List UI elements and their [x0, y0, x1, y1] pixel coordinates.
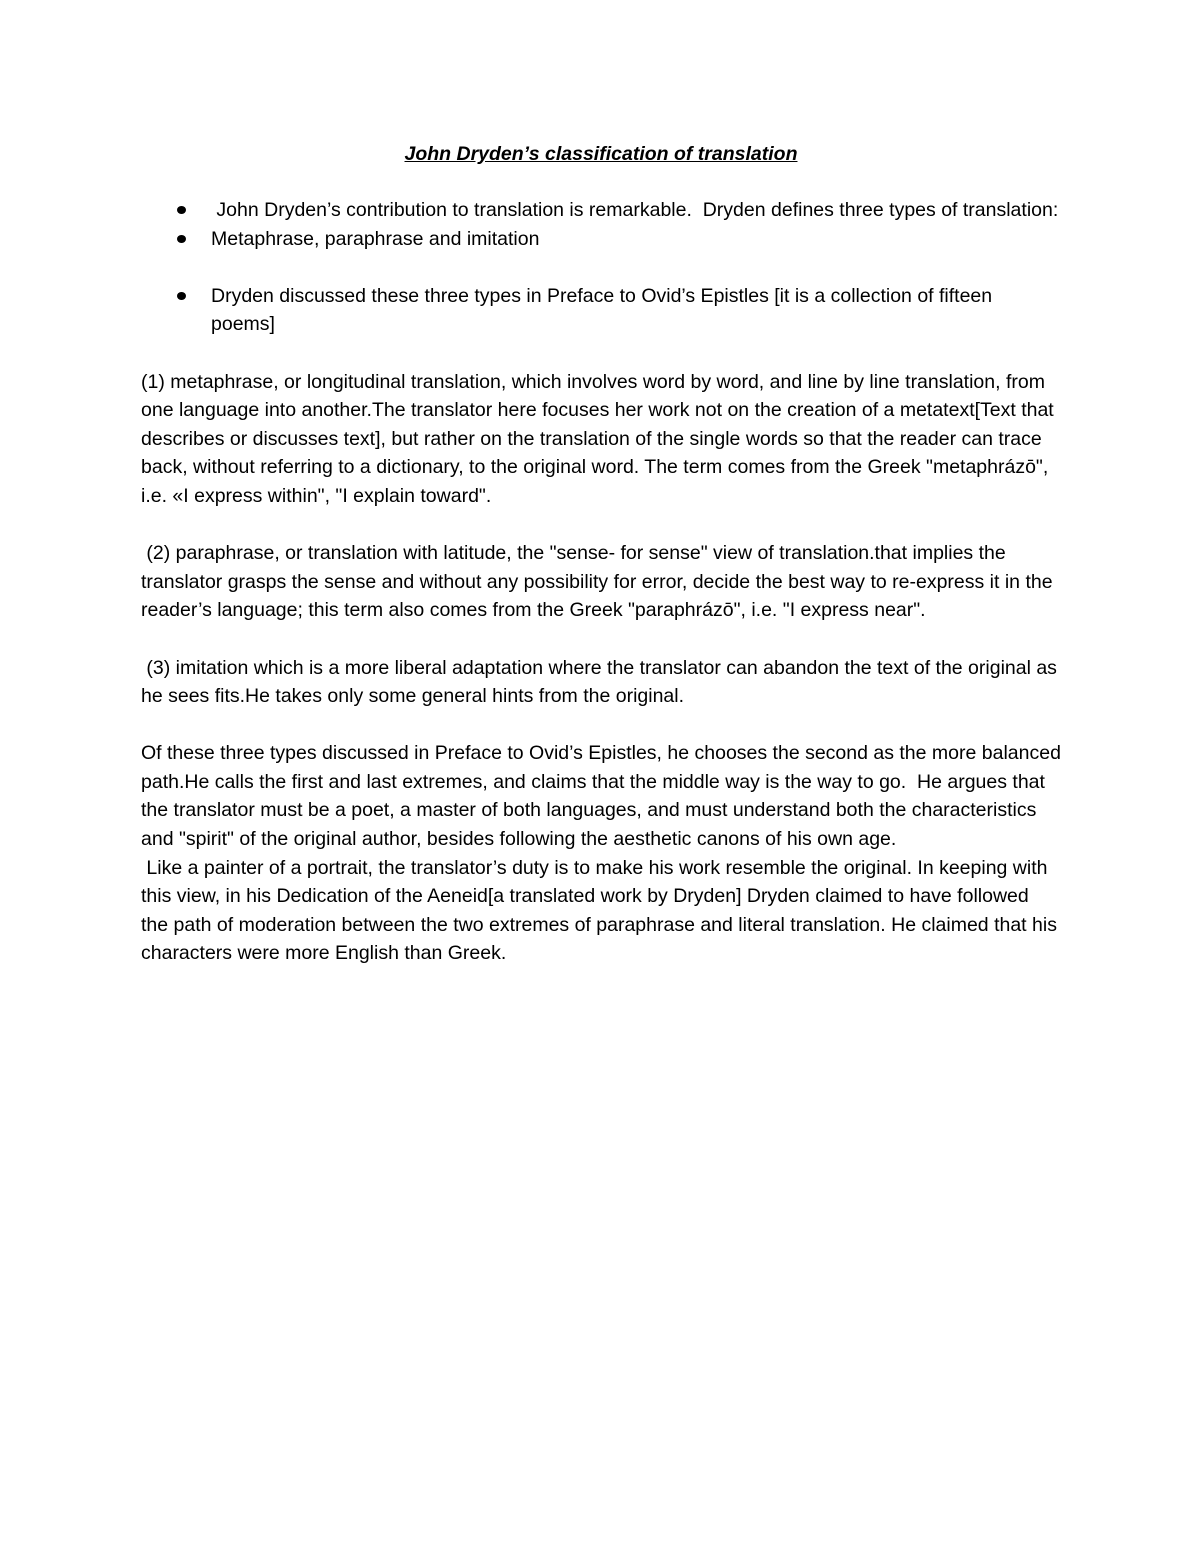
paragraph-metaphrase: (1) metaphrase, or longitudinal translation, which involves word by word, and line by line translation, from one language into another.The translator here focuses her work not on the creation of a metatext[Text that describes or discusses text], but rather on the translation of the single words so that the reader can trace back, without referring to a dictionary, to the original word. The term comes from the Greek "metaphrázō", i.e. «I express within", "I explain toward". [141, 370, 1060, 507]
bullet-item [141, 282, 1061, 339]
bullet-text: Dryden discussed these three types in Preface to Ovid’s Epistles [it is a collection of fifteen poems] [211, 284, 993, 336]
bullet-dot-icon [177, 292, 186, 300]
paragraph-conclusion: Of these three types discussed in Preface to Ovid’s Epistles, he chooses the second as the more balanced path.He calls the first and last extremes, and claims that the middle way is the way to go. He argues that the translator must be a poet, a master of both languages, and must understand both the characteristics and "spirit" of the original author, besides following the aesthetic canons of his own age. [141, 742, 1067, 851]
paragraph-imitation: (3) imitation which is a more liberal adaptation where the translator can abandon the text of the original as he sees fits.He takes only some general hints from the original. [141, 656, 1063, 708]
spacer [141, 711, 1061, 740]
paragraph-portrait: Like a painter of a portrait, the translator’s duty is to make his work resemble the original. In keeping with this view, in his Dedication of the Aeneid[a translated work by Dryden] Dryden claimed to have followed the path of moderation between the two extremes of paraphrase and literal translation. He claimed that his characters were more English than Greek. [141, 856, 1063, 965]
document-title: John Dryden’s classification of translation [404, 143, 798, 165]
paragraph-paraphrase: (2) paraphrase, or translation with latitude, the "sense- for sense" view of translation.that implies the translator grasps the sense and without any possibility for error, decide the best way to re-express it in the reader’s language; this term also comes from the Greek "paraphrázō", i.e. "I express near". [141, 542, 1058, 622]
bullet-item [141, 196, 1061, 225]
bullet-text: Metaphrase, paraphrase and imitation [211, 227, 540, 250]
bullet-list [141, 196, 1061, 339]
bullet-dot-icon [177, 206, 186, 214]
spacer [141, 339, 1061, 368]
spacer [141, 511, 1061, 540]
bullet-dot-icon [177, 235, 186, 243]
spacer [141, 625, 1061, 654]
bullet-text: John Dryden’s contribution to translation is remarkable. Dryden defines three types of translation: [211, 199, 1059, 221]
bullet-spacer [141, 253, 1061, 282]
bullet-item [141, 225, 1061, 254]
document-body [141, 140, 1067, 968]
